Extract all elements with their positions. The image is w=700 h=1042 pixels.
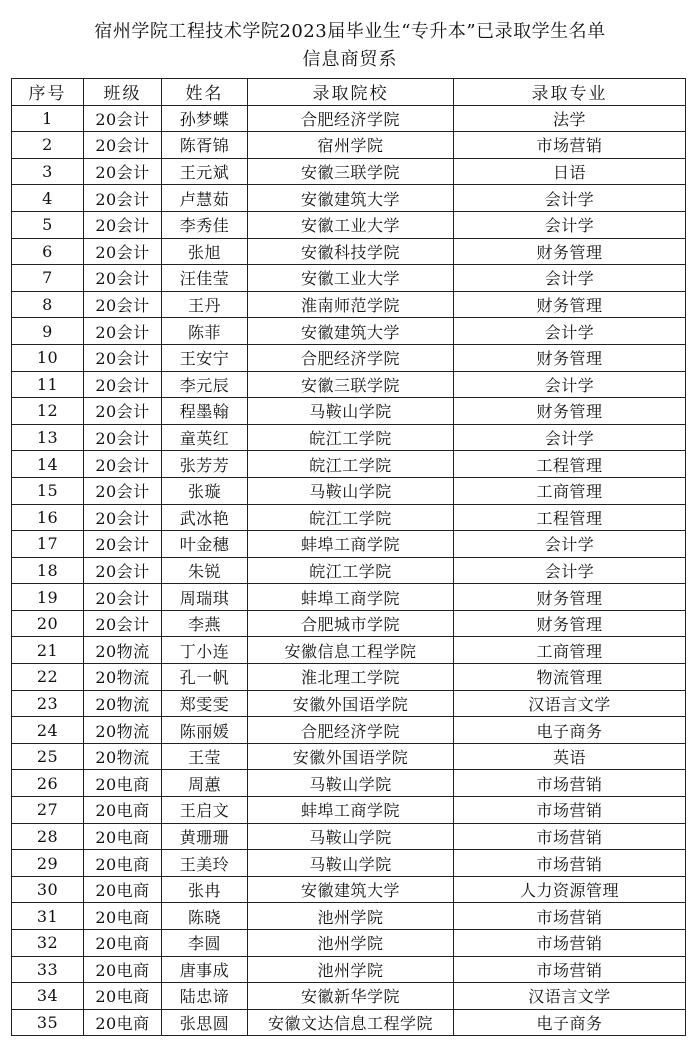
table-row <box>12 451 686 478</box>
cell-school: 安徽工业大学 <box>248 265 454 292</box>
table-header-row <box>12 79 686 106</box>
cell-class: 20电商 <box>84 850 162 877</box>
cell-school: 皖江工学院 <box>248 504 454 531</box>
cell-class: 20会计 <box>84 211 162 238</box>
cell-number: 4 <box>12 185 84 212</box>
cell-number: 2 <box>12 132 84 159</box>
cell-name: 郑雯雯 <box>162 690 248 717</box>
cell-school: 池州学院 <box>248 903 454 930</box>
cell-major: 会计学 <box>454 424 686 451</box>
cell-major: 会计学 <box>454 557 686 584</box>
table-row <box>12 930 686 957</box>
cell-major: 汉语言文学 <box>454 983 686 1010</box>
cell-name: 丁小连 <box>162 637 248 664</box>
cell-number: 29 <box>12 850 84 877</box>
cell-number: 33 <box>12 956 84 983</box>
table-row <box>12 132 686 159</box>
department-subtitle: 信息商贸系 <box>302 49 398 70</box>
cell-school: 宿州学院 <box>248 132 454 159</box>
document-title: 宿州学院工程技术学院2023届毕业生“专升本”已录取学生名单 <box>94 21 606 42</box>
cell-school: 马鞍山学院 <box>248 770 454 797</box>
column-header-number: 序号 <box>12 79 84 106</box>
cell-major: 人力资源管理 <box>454 876 686 903</box>
cell-number: 21 <box>12 637 84 664</box>
cell-number: 10 <box>12 344 84 371</box>
cell-major: 市场营销 <box>454 797 686 824</box>
cell-number: 7 <box>12 265 84 292</box>
cell-school: 淮南师范学院 <box>248 291 454 318</box>
cell-name: 王元斌 <box>162 158 248 185</box>
cell-name: 张芳芳 <box>162 451 248 478</box>
cell-school: 安徽三联学院 <box>248 158 454 185</box>
cell-major: 市场营销 <box>454 132 686 159</box>
cell-name: 汪佳莹 <box>162 265 248 292</box>
table-row <box>12 983 686 1010</box>
cell-number: 13 <box>12 424 84 451</box>
cell-number: 35 <box>12 1009 84 1036</box>
cell-school: 合肥经济学院 <box>248 344 454 371</box>
table-row <box>12 770 686 797</box>
cell-major: 物流管理 <box>454 664 686 691</box>
cell-number: 11 <box>12 371 84 398</box>
cell-number: 25 <box>12 743 84 770</box>
table-row <box>12 557 686 584</box>
table-body <box>12 105 686 1036</box>
cell-number: 31 <box>12 903 84 930</box>
table-row <box>12 344 686 371</box>
cell-number: 20 <box>12 610 84 637</box>
cell-name: 叶金穗 <box>162 531 248 558</box>
cell-school: 安徽工业大学 <box>248 211 454 238</box>
cell-name: 朱锐 <box>162 557 248 584</box>
cell-number: 18 <box>12 557 84 584</box>
cell-name: 张思圆 <box>162 1009 248 1036</box>
cell-school: 皖江工学院 <box>248 424 454 451</box>
cell-major: 市场营销 <box>454 770 686 797</box>
cell-name: 张旭 <box>162 238 248 265</box>
cell-class: 20物流 <box>84 664 162 691</box>
cell-class: 20会计 <box>84 105 162 132</box>
cell-school: 马鞍山学院 <box>248 823 454 850</box>
cell-number: 28 <box>12 823 84 850</box>
cell-school: 池州学院 <box>248 956 454 983</box>
cell-class: 20电商 <box>84 983 162 1010</box>
cell-class: 20会计 <box>84 238 162 265</box>
cell-class: 20电商 <box>84 823 162 850</box>
cell-major: 工商管理 <box>454 637 686 664</box>
cell-school: 马鞍山学院 <box>248 477 454 504</box>
cell-school: 马鞍山学院 <box>248 850 454 877</box>
cell-class: 20电商 <box>84 956 162 983</box>
cell-class: 20电商 <box>84 903 162 930</box>
cell-name: 王莹 <box>162 743 248 770</box>
table-row <box>12 1009 686 1036</box>
cell-class: 20会计 <box>84 424 162 451</box>
table-row <box>12 876 686 903</box>
table-row <box>12 850 686 877</box>
cell-major: 财务管理 <box>454 398 686 425</box>
cell-class: 20会计 <box>84 584 162 611</box>
cell-number: 15 <box>12 477 84 504</box>
table-row <box>12 185 686 212</box>
cell-number: 3 <box>12 158 84 185</box>
cell-major: 英语 <box>454 743 686 770</box>
cell-number: 8 <box>12 291 84 318</box>
cell-number: 30 <box>12 876 84 903</box>
cell-major: 市场营销 <box>454 823 686 850</box>
table-row <box>12 637 686 664</box>
cell-school: 蚌埠工商学院 <box>248 531 454 558</box>
cell-school: 安徽建筑大学 <box>248 185 454 212</box>
cell-name: 王丹 <box>162 291 248 318</box>
cell-class: 20电商 <box>84 1009 162 1036</box>
cell-school: 安徽外国语学院 <box>248 690 454 717</box>
cell-major: 会计学 <box>454 211 686 238</box>
cell-name: 唐事成 <box>162 956 248 983</box>
cell-class: 20会计 <box>84 610 162 637</box>
cell-name: 周蕙 <box>162 770 248 797</box>
cell-class: 20会计 <box>84 291 162 318</box>
table-row <box>12 424 686 451</box>
table-row <box>12 398 686 425</box>
table-row <box>12 743 686 770</box>
cell-school: 安徽新华学院 <box>248 983 454 1010</box>
cell-major: 日语 <box>454 158 686 185</box>
cell-name: 孔一帆 <box>162 664 248 691</box>
cell-name: 程墨翰 <box>162 398 248 425</box>
cell-major: 工商管理 <box>454 477 686 504</box>
cell-major: 会计学 <box>454 318 686 345</box>
column-header-class: 班级 <box>84 79 162 106</box>
cell-major: 汉语言文学 <box>454 690 686 717</box>
cell-major: 会计学 <box>454 371 686 398</box>
cell-number: 19 <box>12 584 84 611</box>
cell-number: 23 <box>12 690 84 717</box>
cell-school: 皖江工学院 <box>248 451 454 478</box>
column-header-school: 录取院校 <box>248 79 454 106</box>
cell-class: 20会计 <box>84 132 162 159</box>
table-row <box>12 584 686 611</box>
cell-major: 财务管理 <box>454 584 686 611</box>
cell-class: 20物流 <box>84 717 162 744</box>
cell-number: 16 <box>12 504 84 531</box>
cell-name: 王美玲 <box>162 850 248 877</box>
cell-class: 20会计 <box>84 371 162 398</box>
column-header-major: 录取专业 <box>454 79 686 106</box>
cell-school: 蚌埠工商学院 <box>248 797 454 824</box>
cell-school: 蚌埠工商学院 <box>248 584 454 611</box>
cell-school: 安徽建筑大学 <box>248 876 454 903</box>
cell-class: 20电商 <box>84 876 162 903</box>
cell-class: 20会计 <box>84 451 162 478</box>
table-row <box>12 291 686 318</box>
cell-class: 20会计 <box>84 477 162 504</box>
cell-class: 20会计 <box>84 557 162 584</box>
cell-number: 5 <box>12 211 84 238</box>
cell-number: 9 <box>12 318 84 345</box>
table-row <box>12 956 686 983</box>
cell-school: 池州学院 <box>248 930 454 957</box>
cell-class: 20物流 <box>84 690 162 717</box>
cell-school: 合肥城市学院 <box>248 610 454 637</box>
cell-major: 电子商务 <box>454 1009 686 1036</box>
table-row <box>12 610 686 637</box>
cell-major: 工程管理 <box>454 504 686 531</box>
table-row <box>12 903 686 930</box>
cell-major: 财务管理 <box>454 610 686 637</box>
cell-name: 陈胥锦 <box>162 132 248 159</box>
cell-name: 李秀佳 <box>162 211 248 238</box>
cell-number: 22 <box>12 664 84 691</box>
cell-school: 皖江工学院 <box>248 557 454 584</box>
cell-number: 24 <box>12 717 84 744</box>
cell-major: 市场营销 <box>454 930 686 957</box>
table-row <box>12 158 686 185</box>
cell-major: 法学 <box>454 105 686 132</box>
cell-name: 李元辰 <box>162 371 248 398</box>
cell-major: 市场营销 <box>454 850 686 877</box>
table-row <box>12 664 686 691</box>
table-row <box>12 690 686 717</box>
cell-name: 武冰艳 <box>162 504 248 531</box>
cell-name: 陆忠谛 <box>162 983 248 1010</box>
cell-class: 20物流 <box>84 743 162 770</box>
cell-name: 陈菲 <box>162 318 248 345</box>
table-row <box>12 531 686 558</box>
cell-major: 财务管理 <box>454 291 686 318</box>
cell-number: 6 <box>12 238 84 265</box>
cell-name: 周瑞琪 <box>162 584 248 611</box>
cell-class: 20会计 <box>84 504 162 531</box>
cell-number: 27 <box>12 797 84 824</box>
cell-name: 黄珊珊 <box>162 823 248 850</box>
cell-name: 王启文 <box>162 797 248 824</box>
cell-name: 李圆 <box>162 930 248 957</box>
cell-name: 王安宁 <box>162 344 248 371</box>
cell-name: 张璇 <box>162 477 248 504</box>
table-row <box>12 371 686 398</box>
cell-school: 安徽信息工程学院 <box>248 637 454 664</box>
table-row <box>12 504 686 531</box>
column-header-name: 姓名 <box>162 79 248 106</box>
cell-name: 卢慧茹 <box>162 185 248 212</box>
table-row <box>12 265 686 292</box>
cell-number: 14 <box>12 451 84 478</box>
cell-school: 淮北理工学院 <box>248 664 454 691</box>
cell-major: 市场营销 <box>454 903 686 930</box>
table-row <box>12 823 686 850</box>
cell-number: 1 <box>12 105 84 132</box>
cell-major: 市场营销 <box>454 956 686 983</box>
table-row <box>12 797 686 824</box>
cell-number: 32 <box>12 930 84 957</box>
cell-class: 20会计 <box>84 531 162 558</box>
cell-class: 20会计 <box>84 185 162 212</box>
cell-number: 17 <box>12 531 84 558</box>
cell-number: 26 <box>12 770 84 797</box>
cell-number: 12 <box>12 398 84 425</box>
cell-school: 合肥经济学院 <box>248 717 454 744</box>
table-row <box>12 717 686 744</box>
cell-name: 陈晓 <box>162 903 248 930</box>
table-row <box>12 318 686 345</box>
table-row <box>12 105 686 132</box>
cell-school: 合肥经济学院 <box>248 105 454 132</box>
table-row <box>12 477 686 504</box>
cell-number: 34 <box>12 983 84 1010</box>
cell-major: 工程管理 <box>454 451 686 478</box>
cell-school: 安徽建筑大学 <box>248 318 454 345</box>
cell-name: 童英红 <box>162 424 248 451</box>
cell-name: 孙梦蝶 <box>162 105 248 132</box>
cell-name: 张冉 <box>162 876 248 903</box>
table-row <box>12 238 686 265</box>
cell-major: 财务管理 <box>454 344 686 371</box>
cell-class: 20物流 <box>84 637 162 664</box>
cell-class: 20会计 <box>84 318 162 345</box>
cell-major: 电子商务 <box>454 717 686 744</box>
admission-table <box>11 78 686 1036</box>
cell-school: 安徽外国语学院 <box>248 743 454 770</box>
cell-class: 20会计 <box>84 398 162 425</box>
cell-major: 财务管理 <box>454 238 686 265</box>
table-row <box>12 211 686 238</box>
cell-school: 马鞍山学院 <box>248 398 454 425</box>
cell-class: 20会计 <box>84 265 162 292</box>
cell-major: 会计学 <box>454 185 686 212</box>
cell-major: 会计学 <box>454 531 686 558</box>
cell-name: 李燕 <box>162 610 248 637</box>
cell-school: 安徽三联学院 <box>248 371 454 398</box>
cell-school: 安徽文达信息工程学院 <box>248 1009 454 1036</box>
cell-class: 20会计 <box>84 344 162 371</box>
cell-major: 会计学 <box>454 265 686 292</box>
cell-class: 20电商 <box>84 770 162 797</box>
cell-school: 安徽科技学院 <box>248 238 454 265</box>
cell-class: 20电商 <box>84 930 162 957</box>
cell-class: 20会计 <box>84 158 162 185</box>
cell-class: 20电商 <box>84 797 162 824</box>
cell-name: 陈丽媛 <box>162 717 248 744</box>
